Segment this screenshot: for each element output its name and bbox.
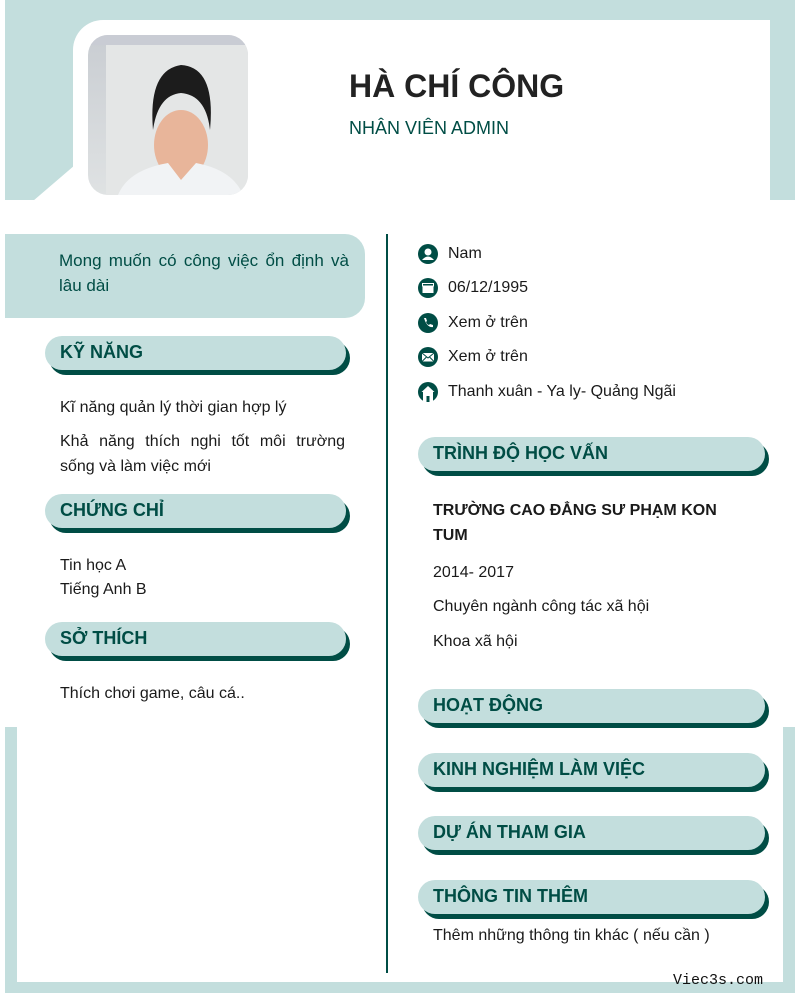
hobby-item: Thích chơi game, câu cá.. <box>60 685 245 702</box>
user-icon <box>418 244 438 264</box>
gender-value: Nam <box>448 245 482 262</box>
projects-heading: DỰ ÁN THAM GIA <box>418 816 765 850</box>
skills-heading: KỸ NĂNG <box>45 336 346 370</box>
certificate-item: Tiếng Anh B <box>60 581 147 598</box>
certificates-heading: CHỨNG CHỈ <box>45 494 346 528</box>
phone-value: Xem ở trên <box>448 314 528 331</box>
full-name: HÀ CHÍ CÔNG <box>349 68 565 104</box>
skill-item: Kĩ năng quản lý thời gian hợp lý <box>60 399 287 416</box>
education-faculty: Khoa xã hội <box>433 633 518 650</box>
column-divider <box>386 234 388 973</box>
contact-gender <box>418 244 482 264</box>
extra-heading: THÔNG TIN THÊM <box>418 880 765 914</box>
home-icon <box>418 382 438 402</box>
watermark: Viec3s.com <box>673 972 764 989</box>
job-title: NHÂN VIÊN ADMIN <box>349 118 510 138</box>
contact-birthday <box>418 278 528 298</box>
avatar <box>88 35 248 195</box>
contact-email <box>418 347 528 367</box>
hobbies-heading: SỞ THÍCH <box>45 622 346 656</box>
phone-icon <box>418 313 438 333</box>
objective-text: Mong muốn có công việc ổn định và lâu dài <box>59 251 349 295</box>
education-period: 2014- 2017 <box>433 564 514 581</box>
activities-heading: HOẠT ĐỘNG <box>418 689 765 723</box>
skill-item: Khả năng thích nghi tốt môi trường sống và làm việc mới <box>60 433 345 475</box>
contact-phone <box>418 313 528 333</box>
email-value: Xem ở trên <box>448 348 528 365</box>
certificate-item: Tin học A <box>60 557 127 574</box>
extra-text: Thêm những thông tin khác ( nếu cần ) <box>433 927 710 944</box>
experience-heading: KINH NGHIỆM LÀM VIỆC <box>418 753 765 787</box>
address-value: Thanh xuân - Ya ly- Quảng Ngãi <box>448 383 676 400</box>
calendar-icon <box>418 278 438 298</box>
education-heading: TRÌNH ĐỘ HỌC VẤN <box>418 437 765 471</box>
birthday-value: 06/12/1995 <box>448 279 529 296</box>
mail-icon <box>418 347 438 367</box>
school-name: TRƯỜNG CAO ĐẲNG SƯ PHẠM KON TUM <box>433 502 717 544</box>
frame-right <box>783 727 795 993</box>
frame-left <box>5 727 17 993</box>
contact-address <box>418 382 676 402</box>
education-major: Chuyên ngành công tác xã hội <box>433 598 650 615</box>
